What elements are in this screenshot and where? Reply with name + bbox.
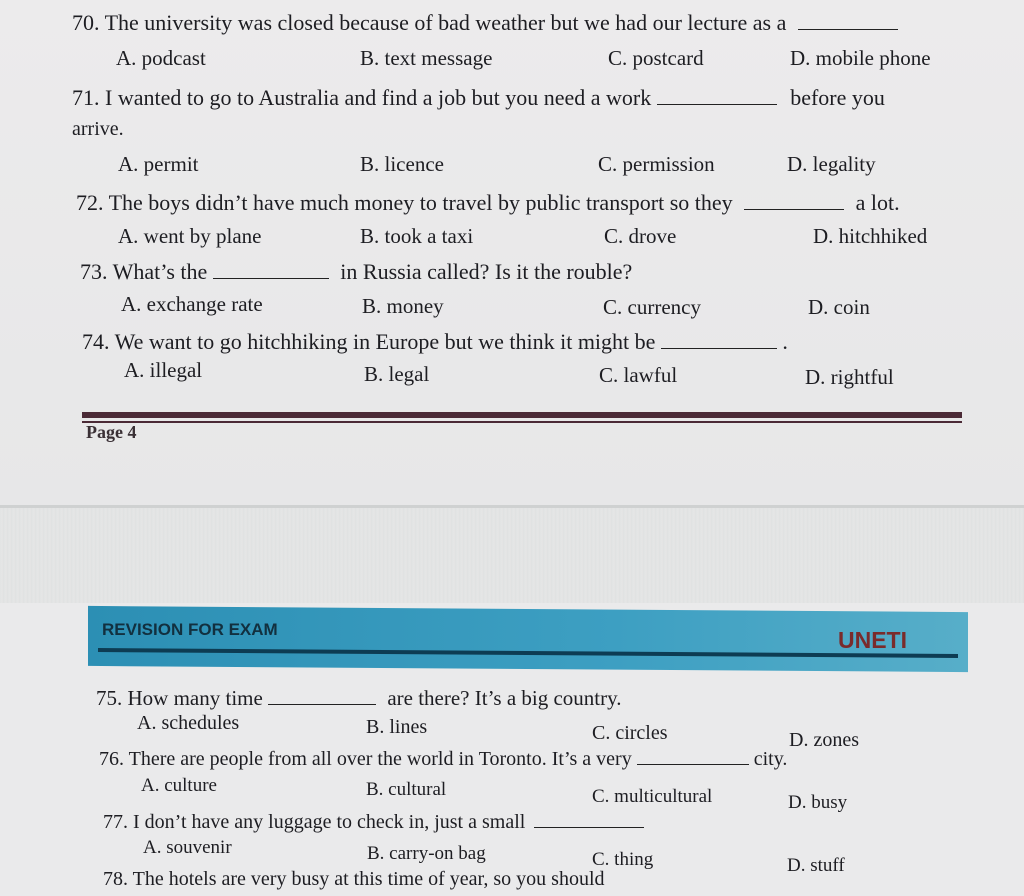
answer-blank xyxy=(657,104,777,105)
option-71-d: D. legality xyxy=(787,152,876,176)
option-76-b: B. cultural xyxy=(366,779,447,800)
footer-rule-thin xyxy=(82,421,962,423)
option-77-c: C. thing xyxy=(592,849,654,870)
question-72-text-after: a lot. xyxy=(855,190,900,215)
question-74-text-before: 74. We want to go hitchhiking in Europe but we think it might be xyxy=(82,329,656,354)
question-76 xyxy=(99,748,787,771)
question-74 xyxy=(82,329,788,355)
question-73 xyxy=(80,259,632,285)
question-75-text-after: are there? It’s a big country. xyxy=(387,686,622,710)
question-70 xyxy=(72,10,898,36)
answer-blank xyxy=(661,348,777,349)
option-70-b: B. text message xyxy=(360,46,493,70)
question-71-text-after: before you xyxy=(790,85,885,110)
option-75-d: D. zones xyxy=(789,729,859,751)
answer-blank xyxy=(534,827,644,828)
option-71-b: B. licence xyxy=(360,152,444,176)
question-73-text-before: 73. What’s the xyxy=(80,259,208,284)
option-74-c: C. lawful xyxy=(599,363,678,387)
option-71-c: C. permission xyxy=(598,152,715,176)
option-77-b: B. carry-on bag xyxy=(367,843,486,864)
option-70-a: A. podcast xyxy=(116,46,206,70)
page-number: Page 4 xyxy=(86,422,137,442)
option-72-b: B. took a taxi xyxy=(360,224,474,248)
option-76-c: C. multicultural xyxy=(592,786,713,807)
option-77-d: D. stuff xyxy=(787,855,845,876)
question-78: 78. The hotels are very busy at this time of year, so you should xyxy=(103,868,605,890)
answer-blank xyxy=(798,29,898,30)
question-76-text-before: 76. There are people from all over the world in Toronto. It’s a very xyxy=(99,748,632,770)
option-75-c: C. circles xyxy=(592,722,668,744)
option-72-c: C. drove xyxy=(604,224,677,248)
question-74-text-after: . xyxy=(782,329,788,354)
option-75-b: B. lines xyxy=(366,716,428,738)
option-72-a: A. went by plane xyxy=(118,224,262,248)
answer-blank xyxy=(213,278,329,279)
question-70-text: 70. The university was closed because of bad weather but we had our lecture as a xyxy=(72,10,787,35)
question-77 xyxy=(103,811,644,834)
option-73-c: C. currency xyxy=(603,295,701,319)
question-72-text-before: 72. The boys didn’t have much money to travel by public transport so they xyxy=(76,190,733,215)
option-75-a: A. schedules xyxy=(137,712,240,734)
option-70-c: C. postcard xyxy=(608,46,704,70)
footer-rule-thick xyxy=(82,412,962,418)
question-77-text-before: 77. I don’t have any luggage to check in, just a small xyxy=(103,811,526,833)
option-74-a: A. illegal xyxy=(124,358,203,382)
question-72 xyxy=(76,190,900,216)
page-gap xyxy=(0,505,1024,606)
question-75-text-before: 75. How many time xyxy=(96,686,263,710)
option-71-a: A. permit xyxy=(118,152,199,176)
question-75 xyxy=(96,686,622,711)
option-76-d: D. busy xyxy=(788,792,848,813)
option-77-a: A. souvenir xyxy=(143,837,232,858)
option-76-a: A. culture xyxy=(141,775,217,796)
header-brand: UNETI xyxy=(838,627,907,653)
question-71 xyxy=(72,85,885,111)
option-73-b: B. money xyxy=(362,294,444,318)
option-73-d: D. coin xyxy=(808,295,870,319)
option-74-b: B. legal xyxy=(364,362,430,386)
answer-blank xyxy=(268,704,376,705)
answer-blank xyxy=(637,764,749,765)
option-70-d: D. mobile phone xyxy=(790,46,931,70)
question-73-text-after: in Russia called? Is it the rouble? xyxy=(340,259,633,284)
option-73-a: A. exchange rate xyxy=(121,292,263,316)
question-71-text-before: 71. I wanted to go to Australia and find a job but you need a work xyxy=(72,85,652,110)
option-72-d: D. hitchhiked xyxy=(813,224,928,248)
option-74-d: D. rightful xyxy=(805,365,894,389)
question-76-text-after: city. xyxy=(753,748,788,770)
answer-blank xyxy=(744,209,844,210)
question-71-continuation: arrive. xyxy=(72,118,124,140)
header-title: REVISION FOR EXAM xyxy=(102,620,278,639)
